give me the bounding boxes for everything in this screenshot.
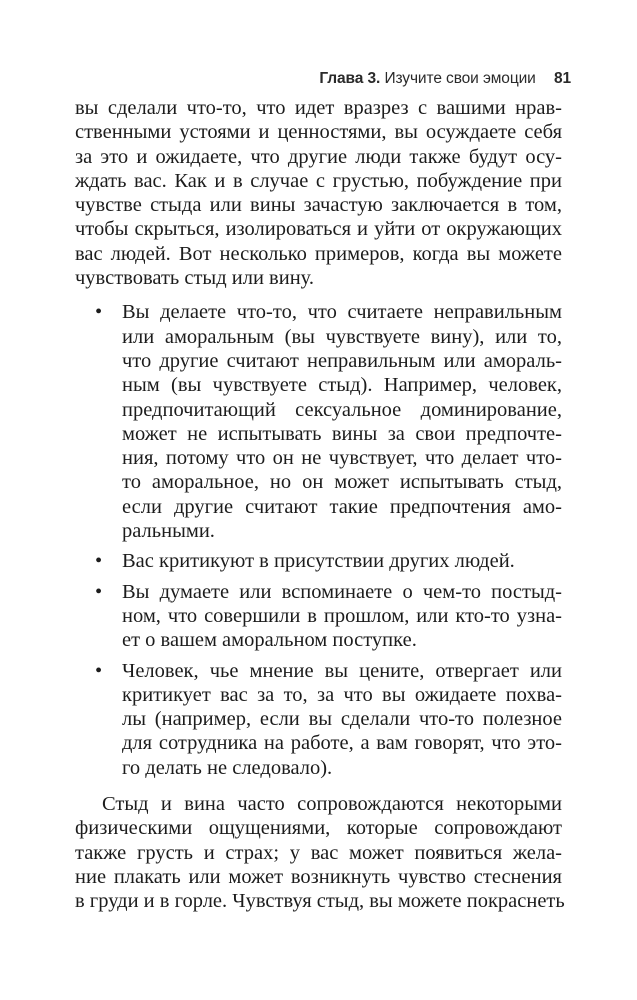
text-line: для сотрудника на работе, а вам говорят, что это- xyxy=(122,732,562,755)
bullet-dot-icon: • xyxy=(95,301,103,324)
text-line: Вы делаете что-то, что считаете неправильным xyxy=(122,301,562,324)
text-line: Вы думаете или вспоминаете о чем-то постыд- xyxy=(122,580,562,603)
paragraph-2 xyxy=(75,792,565,913)
text-line: то аморальное, но он может испытывать стыд, xyxy=(122,471,562,494)
text-line: критикует вас за то, за что вы ожидаете похва- xyxy=(122,683,562,706)
text-line: ния, потому что он не чувствует, что делает что- xyxy=(122,447,562,470)
bullet-dot-icon: • xyxy=(95,580,103,603)
text-line: Человек, чье мнение вы цените, отвергает или xyxy=(122,659,562,682)
bullet-item xyxy=(75,580,562,653)
text-line: что другие считают неправильным или амораль- xyxy=(122,349,562,372)
text-line: также грусть и страх; у вас может появиться жела- xyxy=(75,841,562,864)
text-line: чтобы скрыться, изолироваться и уйти от окружающих xyxy=(75,218,562,241)
bullet-dot-icon: • xyxy=(95,550,103,573)
text-line: ние плакать или может возникнуть чувство стеснения xyxy=(75,865,562,888)
text-line: ральными. xyxy=(122,520,215,543)
text-line: физическими ощущениями, которые сопровождают xyxy=(75,817,562,840)
text-line: ет о вашем аморальном поступке. xyxy=(122,629,417,652)
text-line: за это и ожидаете, что другие люди также будут осу- xyxy=(75,145,562,168)
text-line: чувствовать стыд или вину. xyxy=(75,267,315,290)
text-line: вы сделали что-то, что идет вразрез с вашими нрав- xyxy=(75,97,562,119)
paragraph-1 xyxy=(75,96,562,290)
text-line: ным (вы чувствуете стыд). Например, человек, xyxy=(122,374,562,397)
text-line: предпочитающий сексуальное доминирование, xyxy=(122,398,562,421)
text-line: в груди и в горле. Чувствуя стыд, вы можете покраснеть xyxy=(75,890,565,913)
running-header xyxy=(0,70,571,88)
text-line: Стыд и вина часто сопровождаются некоторыми xyxy=(102,793,562,816)
bullet-item xyxy=(75,549,562,573)
text-line: го делать не следовало). xyxy=(122,756,333,779)
text-line: чувстве стыда или вины зачастую заключается в том, xyxy=(75,194,562,217)
text-line: ном, что совершили в прошлом, или кто-то узна- xyxy=(122,604,562,627)
bullet-dot-icon: • xyxy=(95,659,103,682)
text-line: может не испытывать вины за свои предпочте- xyxy=(122,422,562,445)
chapter-label: Глава 3. xyxy=(319,70,381,87)
bullet-item xyxy=(75,659,562,780)
text-line: если другие считают такие предпочтения амо- xyxy=(122,495,562,518)
text-line: вас людей. Вот несколько примеров, когда вы можете xyxy=(75,242,562,265)
text-line: или аморальным (вы чувствуете вину), или то, xyxy=(122,325,562,348)
page-number: 81 xyxy=(553,70,571,87)
bullet-item xyxy=(75,300,562,543)
text-line: лы (например, если вы сделали что-то полезное xyxy=(122,708,562,731)
body-text xyxy=(75,96,565,914)
bullet-list xyxy=(75,300,562,780)
chapter-title: Изучите свои эмоции xyxy=(384,70,536,87)
text-line: Вас критикуют в присутствии других людей. xyxy=(122,550,515,573)
text-line: ждать вас. Как и в случае с грустью, побуждение при xyxy=(75,169,562,192)
text-line: ственными устоями и ценностями, вы осуждаете себя xyxy=(75,121,562,144)
